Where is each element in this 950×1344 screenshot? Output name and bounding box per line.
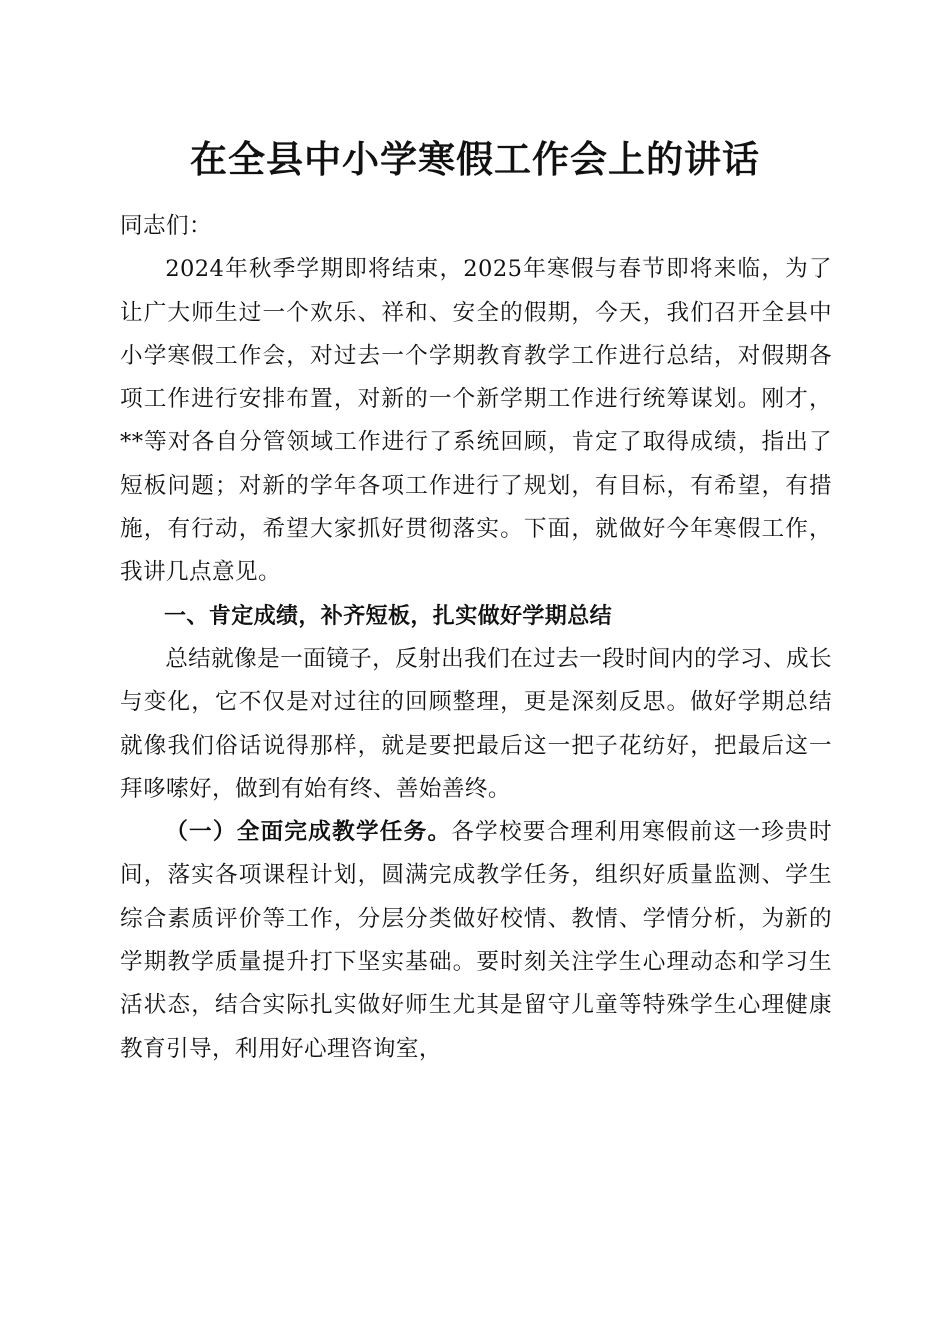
- opening-paragraph: 2024年秋季学期即将结束，2025年寒假与春节即将来临，为了让广大师生过一个欢乐、祥和、安全的假期，今天，我们召开全县中小学寒假工作会，对过去一个学期教育教学工作进行总结，对假期各项工作进行安排布置，对新的一个新学期工作进行统筹谋划。刚才，**等对各自分管领域工作进行了系统回顾，肯定了取得成绩，指出了短板问题；对新的学年各项工作进行了规划，有目标，有希望，有措施，有行动，希望大家抓好贯彻落实。下面，就做好今年寒假工作，我讲几点意见。: [120, 256, 832, 586]
- subsection-paragraph: [120, 811, 832, 1071]
- document-body: [120, 205, 832, 1071]
- section-paragraph: 总结就像是一面镜子，反射出我们在过去一段时间内的学习、成长与变化，它不仅是对过往的回顾整理，更是深刻反思。做好学期总结就像我们俗话说得那样，就是要把最后这一把子花纺好，把最后这一拜哆嗦好，做到有始有终、善始善终。: [120, 645, 833, 802]
- document-title: 在全县中小学寒假工作会上的讲话: [190, 137, 760, 181]
- subsection-text: 各学校要合理利用寒假前这一珍贵时间，落实各项课程计划，圆满完成教学任务，组织好质量监测、学生综合素质评价等工作，分层分类做好校情、教情、学情分析，为新的学期教学质量提升打下坚实基础。要时刻关注学生心理动态和学习生活状态，结合实际扎实做好师生尤其是留守儿童等特殊学生心理健康教育引导，利用好心理咨询室，: [120, 819, 832, 1062]
- section-heading: 一、肯定成绩，补齐短板，扎实做好学期总结: [164, 603, 613, 629]
- subsection-lead: （一）全面完成教学任务。: [165, 819, 452, 846]
- salutation: 同志们：: [120, 213, 212, 239]
